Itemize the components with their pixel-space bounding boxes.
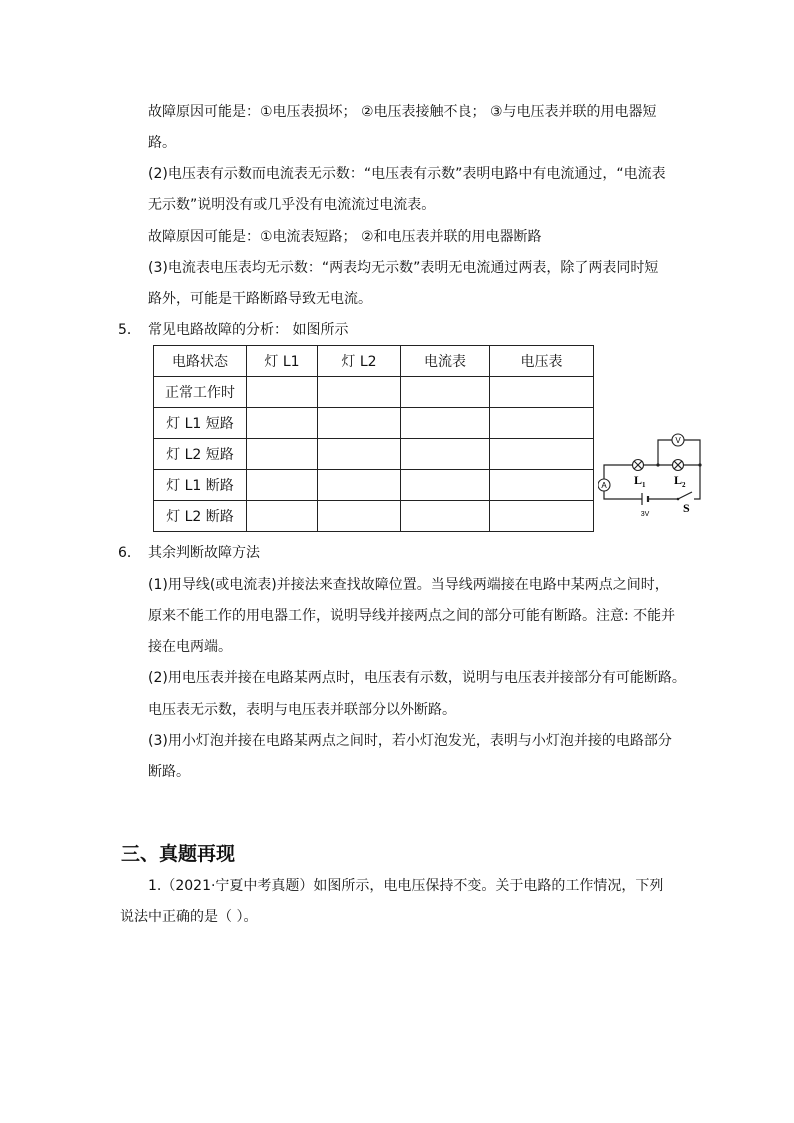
table-cell bbox=[247, 470, 318, 501]
table-cell bbox=[318, 377, 401, 408]
table-cell bbox=[247, 408, 318, 439]
section3-heading: 三、真题再现 bbox=[121, 843, 236, 865]
table-row bbox=[154, 470, 594, 501]
row-label: 正常工作时 bbox=[154, 377, 247, 408]
section6-line: (3)用小灯泡并接在电路某两点之间时，若小灯泡发光，表明与小灯泡并接的电路部分 bbox=[148, 733, 672, 749]
paragraph-voltmeter-reading-cont: 无示数”说明没有或几乎没有电流流过电流表。 bbox=[148, 197, 436, 213]
junction-dot bbox=[656, 463, 659, 466]
wire bbox=[604, 491, 642, 499]
section5-title: 常见电路故障的分析： 如图所示 bbox=[148, 322, 349, 338]
wire bbox=[684, 465, 700, 499]
question-1-line1: 1.（2021·宁夏中考真题）如图所示，电电压保持不变。关于电路的工作情况，下列 bbox=[148, 878, 664, 894]
lamp-l1-icon bbox=[633, 460, 644, 471]
wire bbox=[658, 440, 672, 465]
row-label: 灯 L2 断路 bbox=[154, 501, 247, 532]
table-cell bbox=[490, 439, 594, 470]
row-label: 灯 L1 断路 bbox=[154, 470, 247, 501]
paragraph-voltmeter-reading: (2)电压表有示数而电流表无示数：“电压表有示数”表明电路中有电流通过，“电流表 bbox=[148, 166, 666, 182]
table-cell bbox=[401, 408, 490, 439]
paragraph-no-reading-cont: 路外，可能是干路断路导致无电流。 bbox=[148, 291, 372, 307]
table-cell bbox=[490, 501, 594, 532]
section6-number: 6． bbox=[118, 545, 141, 561]
table-cell bbox=[401, 377, 490, 408]
table-header-row bbox=[154, 346, 594, 377]
table-row bbox=[154, 377, 594, 408]
question-1-line2: 说法中正确的是（ ）。 bbox=[120, 909, 258, 925]
wire bbox=[684, 440, 700, 465]
junction-dot bbox=[698, 463, 701, 466]
table-cell bbox=[318, 439, 401, 470]
table-header-cell: 灯 L2 bbox=[318, 346, 401, 377]
row-label: 灯 L2 短路 bbox=[154, 439, 247, 470]
section6-line: (1)用导线(或电流表)并接法来查找故障位置。当导线两端接在电路中某两点之间时， bbox=[148, 577, 669, 593]
section5-number: 5． bbox=[118, 322, 141, 338]
table-row bbox=[154, 501, 594, 532]
fault-analysis-table bbox=[153, 345, 594, 532]
table-cell bbox=[401, 470, 490, 501]
table-row bbox=[154, 439, 594, 470]
lamp-l2-subscript: 2 bbox=[682, 481, 686, 489]
table-row bbox=[154, 408, 594, 439]
row-label: 灯 L1 短路 bbox=[154, 408, 247, 439]
table-cell bbox=[401, 439, 490, 470]
voltmeter-label: V bbox=[675, 436, 681, 445]
table-cell bbox=[318, 501, 401, 532]
switch-lever bbox=[678, 492, 692, 499]
section6-title: 其余判断故障方法 bbox=[148, 545, 260, 561]
paragraph-fault-causes-1: 故障原因可能是：①电压表损坏； ②电压表接触不良； ③与电压表并联的用电器短 bbox=[148, 104, 657, 120]
table-header-cell: 灯 L1 bbox=[247, 346, 318, 377]
table-cell bbox=[401, 501, 490, 532]
table-header-cell: 电压表 bbox=[490, 346, 594, 377]
section6-line: (2)用电压表并接在电路某两点时，电压表有示数，说明与电压表并接部分有可能断路。 bbox=[148, 670, 686, 686]
table-cell bbox=[247, 439, 318, 470]
table-cell bbox=[490, 470, 594, 501]
table-cell bbox=[490, 377, 594, 408]
lamp-l2-icon bbox=[673, 460, 684, 471]
table-header-cell: 电路状态 bbox=[154, 346, 247, 377]
paragraph-fault-causes-2: 故障原因可能是：①电流表短路； ②和电压表并联的用电器断路 bbox=[148, 229, 542, 245]
paragraph-fault-causes-1-cont: 路。 bbox=[148, 135, 176, 151]
ammeter-label: A bbox=[601, 481, 607, 490]
paragraph-no-reading: (3)电流表电压表均无示数：“两表均无示数”表明无电流通过两表，除了两表同时短 bbox=[148, 260, 659, 276]
table-cell bbox=[247, 377, 318, 408]
section6-line: 接在电两端。 bbox=[148, 639, 232, 655]
circuit-diagram bbox=[598, 432, 710, 522]
table-cell bbox=[318, 470, 401, 501]
switch-pivot bbox=[677, 498, 680, 501]
table-header-cell: 电流表 bbox=[401, 346, 490, 377]
table-cell bbox=[318, 408, 401, 439]
battery-label: 3V bbox=[640, 511, 650, 518]
lamp-l1-subscript: 1 bbox=[642, 481, 646, 489]
lamp-l1-label: L bbox=[634, 473, 643, 487]
table-cell bbox=[490, 408, 594, 439]
table-cell bbox=[247, 501, 318, 532]
section6-line: 断路。 bbox=[148, 764, 190, 780]
section6-line: 电压表无示数，表明与电压表并联部分以外断路。 bbox=[148, 702, 456, 718]
section6-line: 原来不能工作的用电器工作，说明导线并接两点之间的部分可能有断路。注意: 不能并 bbox=[148, 608, 676, 624]
lamp-l2-label: L bbox=[674, 473, 683, 487]
switch-label: S bbox=[683, 501, 690, 515]
